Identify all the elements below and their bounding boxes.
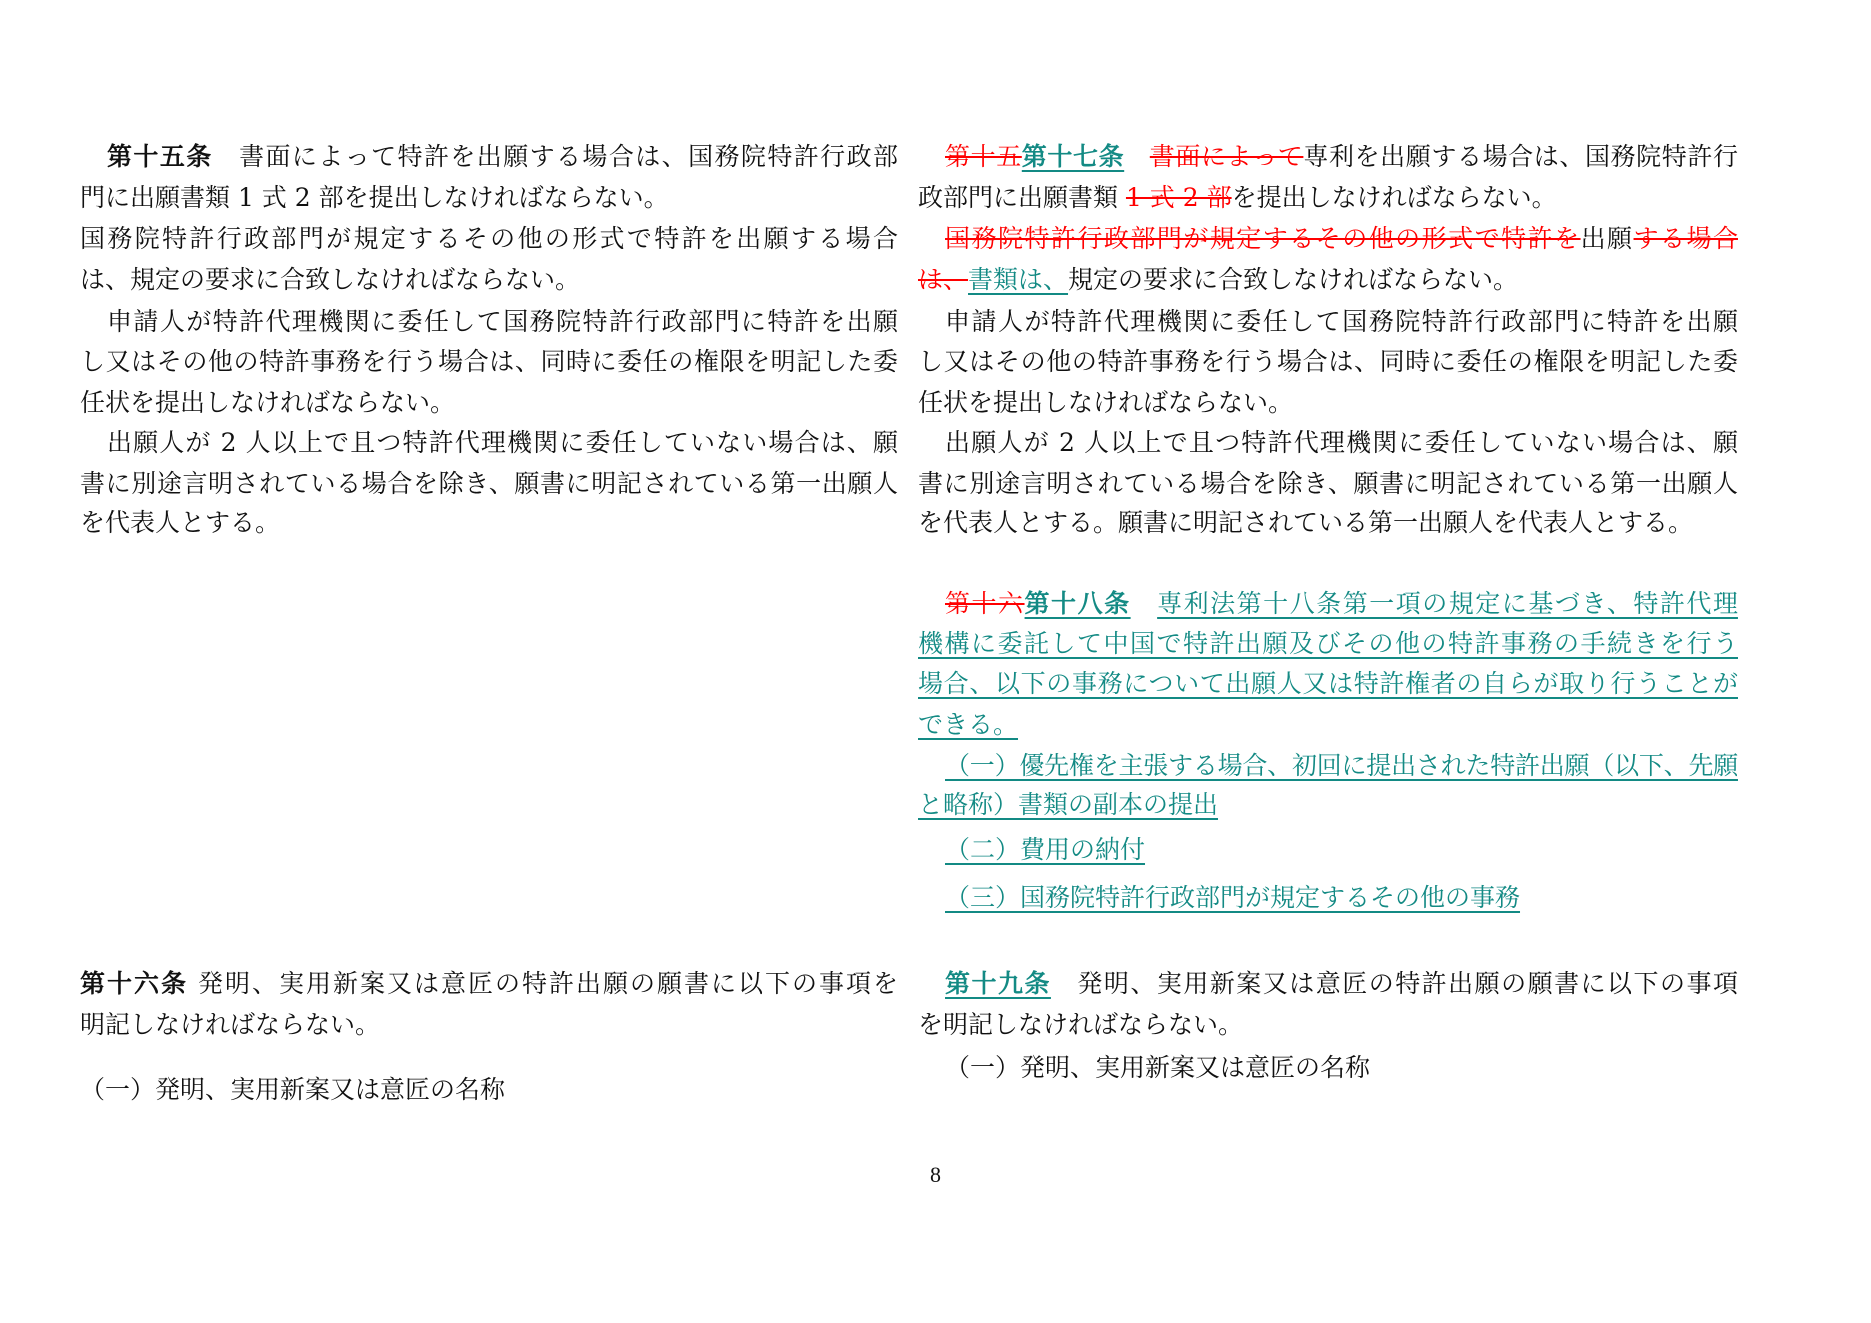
text: を代表人とする。願書に明記されている第一出願人を代表人とする。 (918, 508, 1694, 537)
text: 出願人が 2 人以上で且つ特許代理機関に委任していない場合は、願 (945, 428, 1738, 457)
paragraph-line (918, 423, 1738, 463)
text (1131, 589, 1158, 618)
paragraph-line (918, 219, 1738, 259)
text: 申請人が特許代理機関に委任して国務院特許行政部門に特許を出願 (945, 307, 1738, 336)
paragraph-line (918, 584, 1738, 624)
text: を代表人とする。 (80, 508, 281, 537)
deleted-text: する場合 (1633, 224, 1738, 253)
text: 書面によって特許を出願する場合は、国務院特許行政部 (212, 142, 898, 171)
text: 明記しなければならない。 (80, 1010, 381, 1039)
text: 任状を提出しなければならない。 (918, 388, 1294, 417)
paragraph-line (80, 423, 898, 463)
paragraph-line (80, 178, 898, 218)
deleted-text: 国務院特許行政部門が規定するその他の形式で特許を (945, 224, 1581, 253)
inserted-article-heading: 第十七条 (1021, 142, 1125, 171)
text: 出願人が 2 人以上で且つ特許代理機関に委任していない場合は、願 (107, 428, 898, 457)
article-heading: 第十五条 (107, 142, 213, 171)
paragraph-line (80, 964, 898, 1004)
inserted-article-heading: 第十九条 (945, 969, 1051, 998)
text: 発明、実用新案又は意匠の特許出願の願書に以下の事項 (1050, 969, 1738, 998)
deleted-text: は、 (918, 265, 969, 294)
article-heading: 第十六条 (80, 969, 189, 998)
text: 門に出願書類 1 式 2 部を提出しなければならない。 (80, 183, 669, 212)
paragraph-line (918, 705, 1738, 745)
inserted-text: （二）費用の納付 (945, 835, 1146, 864)
text: 書に別途言明されている場合を除き、願書に明記されている第一出願人 (80, 469, 898, 498)
text: 発明、実用新案又は意匠の特許出願の願書に以下の事項を (188, 969, 898, 998)
paragraph-line (918, 464, 1738, 504)
paragraph-line (918, 964, 1738, 1004)
text: 国務院特許行政部門が規定するその他の形式で特許を出願する場合 (80, 224, 898, 253)
inserted-text: 機構に委託して中国で特許出願及びその他の特許事務の手続きを行う (918, 629, 1738, 658)
paragraph-line (918, 383, 1738, 423)
inserted-text: （三）国務院特許行政部門が規定するその他の事務 (945, 883, 1521, 912)
inserted-text: 専利法第十八条第一項の規定に基づき、特許代理 (1157, 589, 1738, 618)
paragraph-line (80, 302, 898, 342)
text: 規定の要求に合致しなければならない。 (1068, 265, 1519, 294)
paragraph-line (918, 785, 1738, 825)
text: 政部門に出願書類 (918, 183, 1126, 212)
paragraph-line (80, 342, 898, 382)
text: は、規定の要求に合致しなければならない。 (80, 265, 581, 294)
paragraph-line (918, 746, 1738, 786)
text: 申請人が特許代理機関に委任して国務院特許行政部門に特許を出願 (107, 307, 898, 336)
paragraph-line (80, 219, 898, 259)
text: 専利を出願する場合は、国務院特許行 (1303, 142, 1738, 171)
paragraph-line (80, 464, 898, 504)
paragraph-line (918, 624, 1738, 664)
paragraph-line (918, 137, 1738, 177)
text: 書に別途言明されている場合を除き、願書に明記されている第一出願人 (918, 469, 1738, 498)
text: 任状を提出しなければならない。 (80, 388, 456, 417)
text: し又はその他の特許事務を行う場合は、同時に委任の権限を明記した委 (918, 347, 1738, 376)
inserted-text: 書類は、 (968, 265, 1069, 294)
paragraph-line (80, 260, 898, 300)
inserted-article-heading: 第十八条 (1024, 589, 1131, 618)
paragraph-line (918, 830, 1738, 870)
paragraph-line (918, 503, 1738, 543)
inserted-text: （一）優先権を主張する場合、初回に提出された特許出願（以下、先願 (945, 751, 1738, 780)
deleted-text: 1 式 2 部 (1125, 183, 1232, 212)
paragraph-line (918, 342, 1738, 382)
text: を明記しなければならない。 (918, 1010, 1244, 1039)
text: を提出しなければならない。 (1231, 183, 1557, 212)
deleted-text: 書面によって (1149, 142, 1304, 171)
paragraph-line (918, 260, 1738, 300)
text: し又はその他の特許事務を行う場合は、同時に委任の権限を明記した委 (80, 347, 898, 376)
inserted-text: できる。 (918, 710, 1019, 739)
paragraph-line (80, 1005, 898, 1045)
page-number: 8 (930, 1162, 941, 1187)
paragraph-line (80, 137, 898, 177)
inserted-text: と略称）書類の副本の提出 (918, 790, 1219, 819)
paragraph-line (918, 1005, 1738, 1045)
paragraph-line (918, 1048, 1738, 1088)
paragraph-line (80, 1070, 898, 1110)
paragraph-line (80, 383, 898, 423)
deleted-text: 第十五 (945, 142, 1022, 171)
text: （一）発明、実用新案又は意匠の名称 (945, 1053, 1371, 1082)
text (1124, 142, 1150, 171)
paragraph-line (918, 302, 1738, 342)
paragraph-line (918, 878, 1738, 918)
text: 出願 (1580, 224, 1634, 253)
inserted-text: 場合、以下の事務について出願人又は特許権者の自らが取り行うことが (918, 669, 1738, 698)
paragraph-line (918, 664, 1738, 704)
paragraph-line (918, 178, 1738, 218)
paragraph-line (80, 503, 898, 543)
text: （一）発明、実用新案又は意匠の名称 (80, 1075, 506, 1104)
deleted-text: 第十六 (945, 589, 1025, 618)
